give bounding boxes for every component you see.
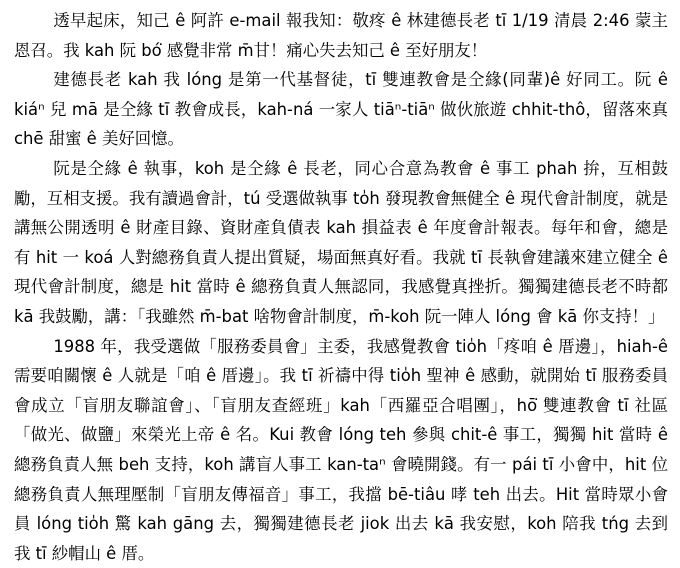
paragraph-2: 建德長老 kah 我 lóng 是第一代基督徒，tī 雙連教會是仝緣(同輩)ê 好同工。阮 ê kiáⁿ 兒 mā 是仝緣 tī 教會成長，kah-ná 一家人 tiāⁿ-tiāⁿ 做伙旅遊 chhit-thô，留落來真 chē 甜蜜 ê 美好回憶。 (14, 70, 668, 149)
paragraph-1: 透早起床，知己 ê 阿許 e-mail 報我知：敬疼 ê 林建德長老 tī 1/19 清晨 2:46 蒙主恩召。我 kah 阮 bó͘ 感覺非常 m̄甘！痛心失去知己 ê 至好朋友！ (14, 11, 668, 60)
paragraph-4: 1988 年，我受選做「服務委員會」主委，我感覺教會 tio̍h「疼咱 ê 厝邊」，hiah-ê 需要咱關懷 ê 人就是「咱 ê 厝邊」。我 tī 祈禱中得 tio̍h 聖神 ê 感動，就開始 tī 服務委員會成立「盲朋友聯誼會」、「盲朋友查經班」kah「西羅亞合唱團」，hō͘ 雙連教會 tī 社區「做光、做鹽」來榮光上帝 ê 名。Kui 教會 lóng teh 參與 chit-ê 事工，獨獨 hit 當時 ê 總務負責人無 beh 支持，koh 講盲人事工 kan-taⁿ 會曉開錢。有一 pái tī 小會中，hit 位總務負責人無理壓制「盲朋友傳福音」事工，我擋 bē-tiâu 哮 teh 出去。Hit 當時眾小會員 lóng tio̍h 驚 kah gāng 去，獨獨建德長老 jiok 出去 kā 我安慰，koh 陪我 tńg 去到我 tī 紗帽山 ê 厝。 (14, 336, 668, 563)
document-body (14, 6, 668, 568)
paragraph-3: 阮是仝緣 ê 執事，koh 是仝緣 ê 長老，同心合意為教會 ê 事工 phah 拚，互相鼓勵，互相支援。我有讀過會計，tú 受選做執事 to̍h 發現教會無健全 ê 現代會計制度，就是講無公開透明 ê 財產目錄、資財產負債表 kah 損益表 ê 年度會計報表。每年和會，總是有 hit 一 koá 人對總務負責人提出質疑，場面無真好看。我就 tī 長執會建議來建立健全 ê 現代會計制度，總是 hit 當時 ê 總務負責人無認同，我感覺真挫折。獨獨建德長老不時都 kā 我鼓勵，講：「我雖然 m̄-bat 啥物會計制度，m̄-koh 阮一陣人 lóng 會 kā 你支持！」 (14, 158, 668, 326)
